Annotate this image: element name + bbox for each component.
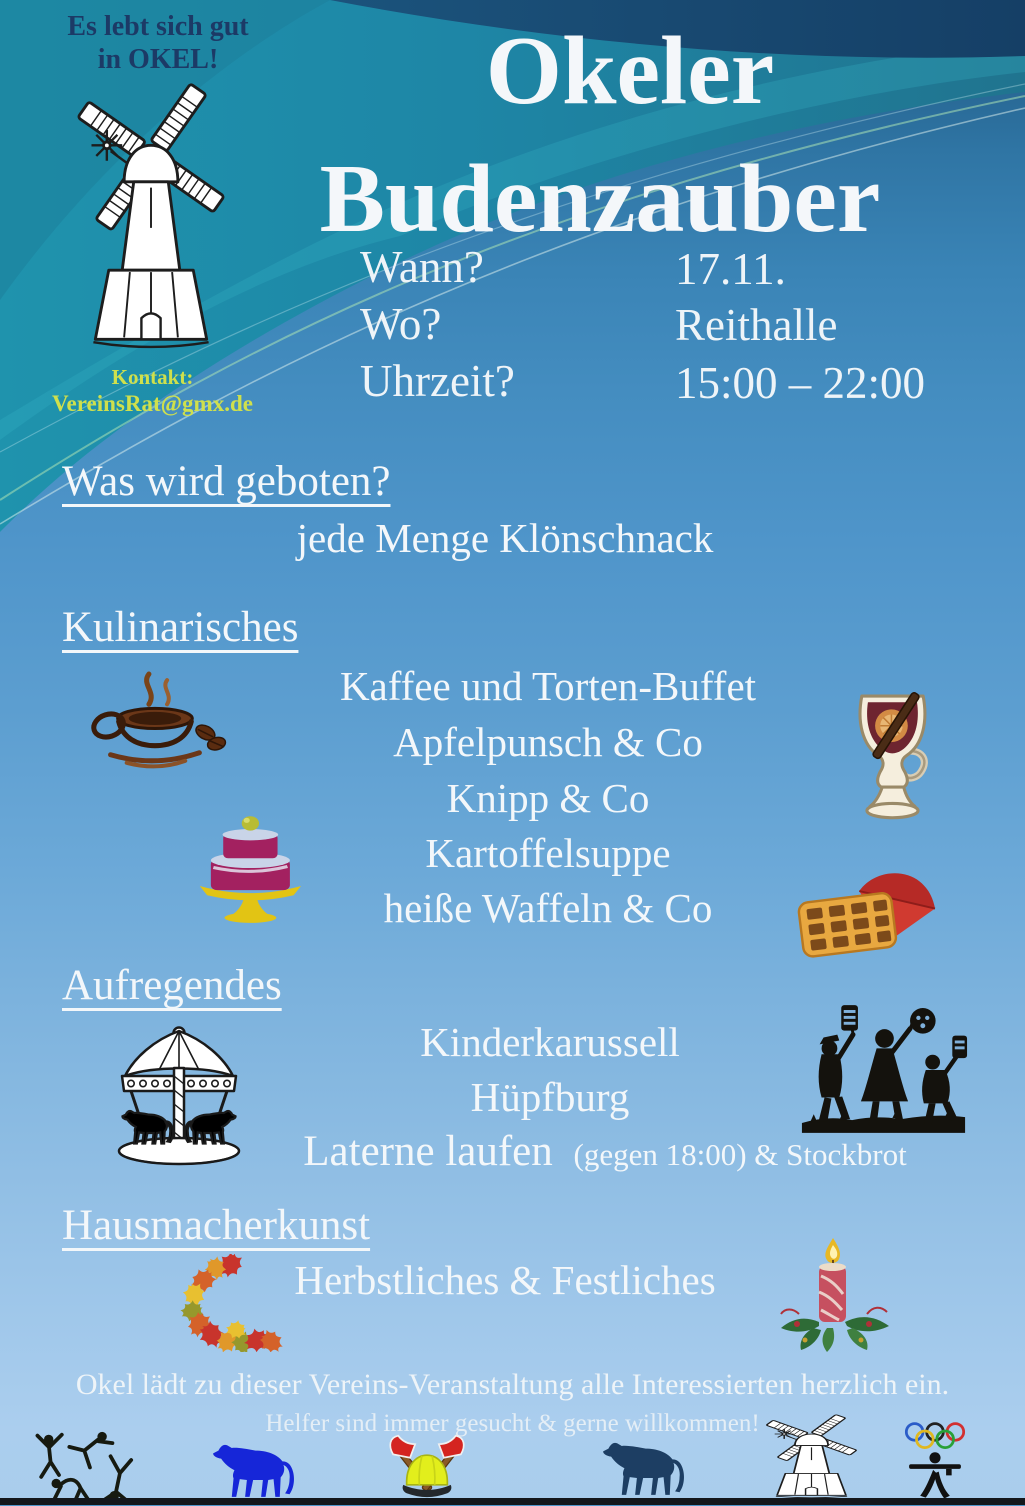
page-title-line1: Okeler [485,17,775,125]
lantern-line-detail: (gegen 18:00) & Stockbrot [573,1137,907,1172]
punch-glass-icon [845,692,943,830]
autumn-leaves-icon [178,1254,293,1352]
exciting-item: Kinderkarussell [420,1019,680,1065]
exciting-item: Hüpfburg [470,1074,630,1120]
olympic-rings-shooter-icon [898,1418,972,1505]
footer-helpers: Helfer sind immer gesucht & gerne willkommen! [265,1410,760,1437]
answer-when: 17.11. [675,244,786,294]
culinary-item: heiße Waffeln & Co [383,885,713,931]
footer-invitation: Okel lädt zu dieser Vereins-Veranstaltung alle Interessierten herzlich ein. [75,1368,950,1401]
section-heading-culinary: Kulinarisches [62,604,299,651]
contact-label: Kontakt: [111,365,194,389]
crafts-item: Herbstliches & Festliches [294,1257,716,1303]
layer-cake-icon [180,808,322,926]
offer-item: jede Menge Klönschnack [296,515,714,561]
waffle-icon [792,858,944,960]
page-title-line2: Budenzauber [319,145,881,253]
section-heading-crafts: Hausmacherkunst [62,1202,371,1249]
lantern-children-icon [798,998,970,1138]
culinary-item: Knipp & Co [446,775,650,821]
contact-block [20,364,285,419]
tagline-line2: in OKEL! [97,44,219,76]
contact-email: VereinsRat@gmx.de [52,391,253,417]
navy-horse-icon [598,1438,690,1502]
coffee-cup-icon [82,668,234,784]
tagline-line1: Es lebt sich gut [67,11,249,42]
festive-candle-icon [768,1236,900,1356]
question-when: Wann? [360,242,484,292]
blue-horse-icon [208,1440,300,1504]
bottom-edge-strip [0,1498,1025,1505]
acrobats-icon [25,1430,153,1505]
fire-helmet-axes-icon [382,1434,472,1506]
question-time: Uhrzeit? [360,356,515,406]
section-heading-exciting: Aufregendes [62,962,282,1009]
section-heading-offer: Was wird geboten? [62,458,391,505]
windmill-icon [764,1414,859,1505]
culinary-item: Kartoffelsuppe [425,830,671,876]
question-where: Wo? [360,299,442,349]
carousel-icon [100,1024,258,1174]
culinary-item: Kaffee und Torten-Buffet [339,663,757,709]
answer-time: 15:00 – 22:00 [675,358,926,408]
answer-where: Reithalle [675,300,838,350]
lantern-line-main: Laterne laufen [303,1128,553,1175]
culinary-item: Apfelpunsch & Co [393,719,703,765]
